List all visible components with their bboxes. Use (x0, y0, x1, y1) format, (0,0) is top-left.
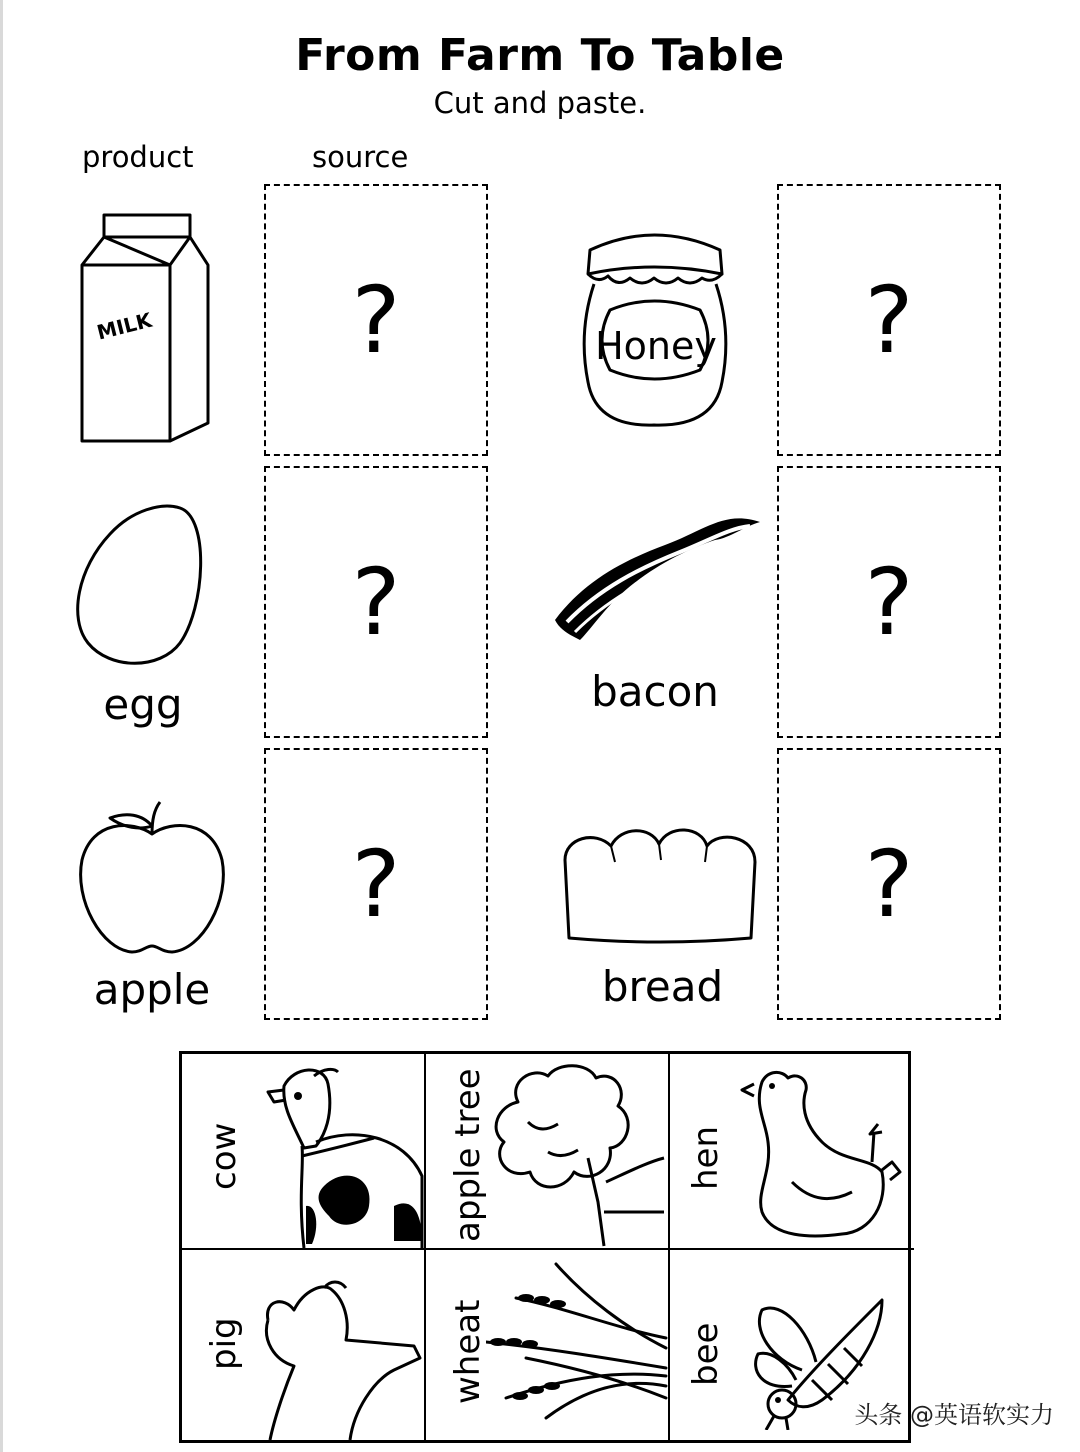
cutout-card-apple-tree[interactable] (426, 1054, 670, 1250)
column-header-product: product (82, 140, 194, 174)
cutout-card-hen[interactable] (670, 1054, 914, 1250)
cutout-label-pig: pig (204, 1317, 244, 1370)
hen-icon (732, 1062, 908, 1247)
cutout-card-pig[interactable] (182, 1250, 426, 1440)
cutout-label-wheat: wheat (448, 1299, 488, 1404)
cutout-label-cow: cow (204, 1122, 244, 1190)
question-mark: ? (864, 266, 914, 374)
answer-slot-bread[interactable] (777, 748, 1001, 1020)
answer-slot-milk[interactable] (264, 184, 488, 456)
cutout-label-apple-tree: apple tree (448, 1068, 488, 1242)
answer-slot-bacon[interactable] (777, 466, 1001, 738)
page-edge (0, 0, 3, 1452)
milk-carton-label: MILK (94, 307, 155, 345)
question-mark: ? (351, 548, 401, 656)
apple-tree-icon (488, 1062, 666, 1247)
question-mark: ? (864, 548, 914, 656)
cutout-card-cow[interactable] (182, 1054, 426, 1250)
cutout-cards (179, 1051, 911, 1443)
page-subtitle: Cut and paste. (433, 86, 647, 120)
cutout-card-wheat[interactable] (426, 1250, 670, 1440)
cutout-label-bee: bee (686, 1322, 726, 1386)
bacon-icon (545, 500, 770, 650)
column-header-source: source (312, 140, 409, 174)
honey-jar-label: Honey (595, 324, 717, 368)
apple-icon (72, 800, 232, 960)
product-label-bacon: bacon (591, 667, 719, 716)
question-mark: ? (351, 830, 401, 938)
cutout-label-hen: hen (686, 1125, 726, 1190)
answer-slot-honey[interactable] (777, 184, 1001, 456)
answer-slot-apple[interactable] (264, 748, 488, 1020)
watermark: 头条 @英语软实力 (854, 1401, 1054, 1429)
wheat-icon (486, 1258, 668, 1438)
cow-icon (254, 1056, 424, 1248)
milk-carton-icon (70, 205, 220, 450)
product-label-egg: egg (103, 680, 183, 729)
bread-icon (555, 820, 765, 950)
pig-icon (254, 1280, 424, 1440)
page-title: From Farm To Table (295, 30, 785, 81)
question-mark: ? (864, 830, 914, 938)
answer-slot-egg[interactable] (264, 466, 488, 738)
honey-jar-icon (572, 222, 737, 432)
product-label-bread: bread (601, 962, 724, 1011)
egg-icon (70, 498, 210, 673)
question-mark: ? (351, 266, 401, 374)
product-label-apple: apple (93, 965, 211, 1014)
